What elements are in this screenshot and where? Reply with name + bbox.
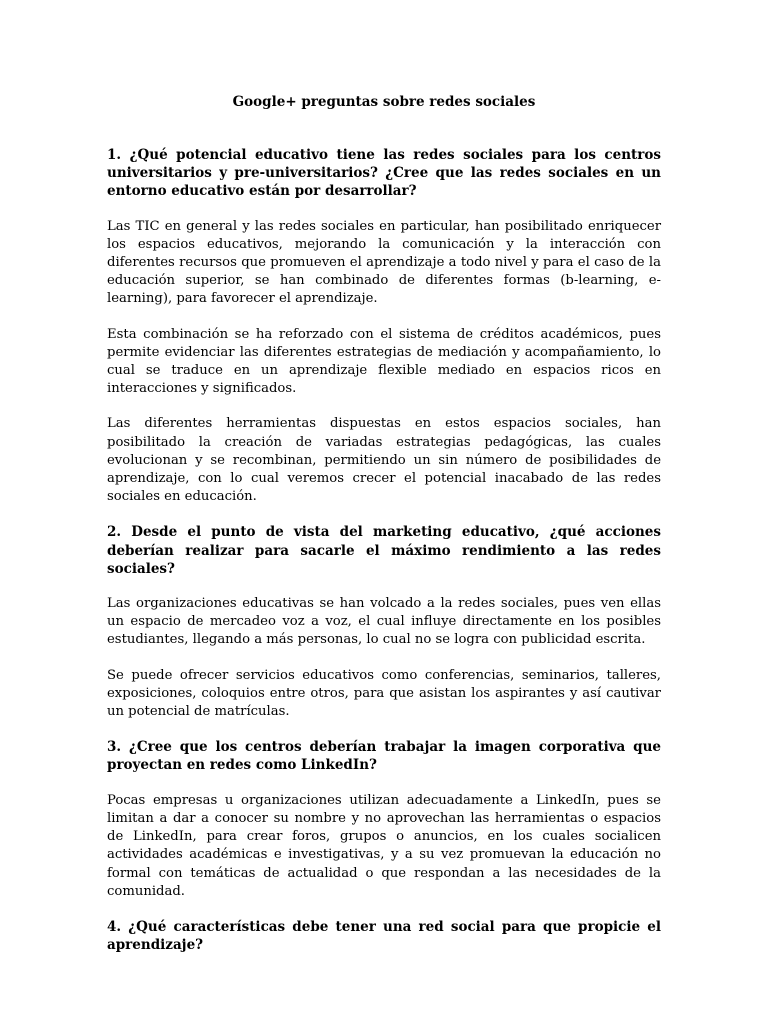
question-section-1 (107, 146, 661, 506)
answer-1-paragraph-3: Las diferentes herramientas dispuestas en estos espacios sociales, han posibilitado la creación de variadas estrategias pedagógicas, las cuales evolucionan y se recombinan, permitiendo un sin número de posibilidades de aprendizaje, con lo cual veremos crecer el potencial inacabado de las redes sociales en educación. (107, 416, 661, 505)
question-section-2 (107, 523, 661, 721)
answer-3-paragraph-1: Pocas empresas u organizaciones utilizan adecuadamente a LinkedIn, pues se limitan a dar a conocer su nombre y no aprovechan las herramientas o espacios de LinkedIn, para crear foros, grupos o anuncios, en los cuales socialicen actividades académicas e investigativas, y a su vez promuevan la educación no formal con temáticas de actualidad o que respondan a las necesidades de la comunidad. (107, 792, 661, 899)
question-3: 3. ¿Cree que los centros deberían trabajar la imagen corporativa que proyectan en redes como LinkedIn? (107, 739, 661, 774)
answer-2-paragraph-2: Se puede ofrecer servicios educativos como conferencias, seminarios, talleres, exposiciones, coloquios entre otros, para que asistan los aspirantes y así cautivar un potencial de matrículas. (107, 667, 661, 720)
question-4: 4. ¿Qué características debe tener una red social para que propicie el aprendizaje? (107, 918, 661, 954)
document-title: Google+ preguntas sobre redes sociales (232, 94, 536, 110)
document-body (107, 146, 661, 971)
answer-1-paragraph-1: Las TIC en general y las redes sociales en particular, han posibilitado enriquecer los espacios educativos, mejorando la comunicación y la interacción con diferentes recursos que promueven el aprendizaje a todo nivel y para el caso de la educación superior, se han combinado de diferentes formas (b-learning, e-learning), para favorecer el aprendizaje. (107, 218, 661, 307)
question-section-4 (107, 918, 661, 954)
question-section-3 (107, 738, 661, 901)
answer-1-paragraph-2: Esta combinación se ha reforzado con el sistema de créditos académicos, pues permite evidenciar las diferentes estrategias de mediación y acompañamiento, lo cual se traduce en un aprendizaje flexible mediado en espacios ricos en interacciones y significados. (107, 326, 661, 397)
answer-2-paragraph-1: Las organizaciones educativas se han volcado a la redes sociales, pues ven ellas un espacio de mercadeo voz a voz, el cual influye directamente en los posibles estudiantes, llegando a más personas, lo cual no se logra con publicidad escrita. (107, 596, 661, 648)
question-1: 1. ¿Qué potencial educativo tiene las redes sociales para los centros universitarios y pre-universitarios? ¿Cree que las redes sociales en un entorno educativo están por desarrollar? (107, 147, 661, 200)
question-2: 2. Desde el punto de vista del marketing educativo, ¿qué acciones deberían realizar para sacarle el máximo rendimiento a las redes sociales? (107, 524, 661, 577)
